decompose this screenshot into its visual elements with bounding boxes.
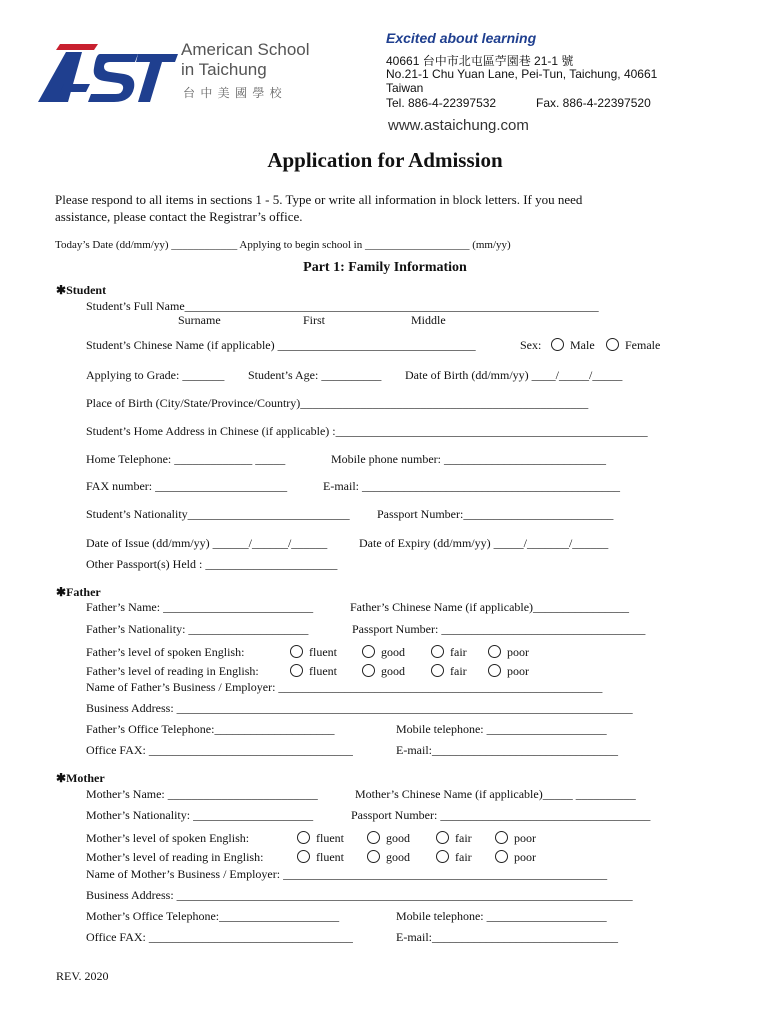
mother-business-field[interactable]: Name of Mother’s Business / Employer: ______________________________________________________ [86,867,608,881]
father-spoken-good[interactable]: good [362,645,405,660]
mother-business-address-field[interactable]: Business Address: ____________________________________________________________________________ [86,888,633,902]
mother-reading-good[interactable]: good [367,850,410,865]
father-office-telephone-field[interactable]: Father’s Office Telephone:____________________ [86,722,335,736]
mother-reading-poor[interactable]: poor [495,850,536,865]
school-name-en-2: in Taichung [181,60,267,79]
father-reading-fair[interactable]: fair [431,664,467,679]
father-spoken-label: Father’s level of spoken English: [86,645,245,659]
father-email-field[interactable]: E-mail:_______________________________ [396,743,618,757]
email-field[interactable]: E-mail: ___________________________________________ [323,479,620,493]
intro-line-1: Please respond to all items in sections 1 - 5. Type or write all information in block letters. If you need [55,192,583,207]
mobile-phone-field[interactable]: Mobile phone number: ___________________________ [331,452,606,466]
father-reading-good[interactable]: good [362,664,405,679]
father-business-address-field[interactable]: Business Address: ____________________________________________________________________________ [86,701,633,715]
father-reading-label: Father’s level of reading in English: [86,664,259,678]
father-spoken-fair[interactable]: fair [431,645,467,660]
dob-field[interactable]: Date of Birth (dd/mm/yy) ____/_____/_____ [405,368,623,382]
age-field[interactable]: Student’s Age: __________ [248,368,382,382]
father-office-fax-field[interactable]: Office FAX: __________________________________ [86,743,353,757]
sex-female-option[interactable]: Female [606,338,660,353]
page-title: Application for Admission [267,148,503,172]
mother-heading: ✱Mother [56,771,105,785]
father-reading-fluent[interactable]: fluent [290,664,337,679]
website: www.astaichung.com [388,117,529,134]
fax-number-field[interactable]: FAX number: ______________________ [86,479,288,493]
radio-button-icon[interactable] [436,850,449,863]
radio-button-icon[interactable] [606,338,619,351]
radio-button-icon[interactable] [431,645,444,658]
radio-button-icon[interactable] [488,664,501,677]
first-label: First [303,313,326,327]
father-name-field[interactable]: Father’s Name: _________________________ [86,600,314,614]
radio-button-icon[interactable] [290,664,303,677]
revision-label: REV. 2020 [56,969,109,983]
other-passport-field[interactable]: Other Passport(s) Held : ______________________ [86,557,338,571]
mother-spoken-fluent[interactable]: fluent [297,831,344,846]
radio-button-icon[interactable] [551,338,564,351]
asterisk-icon: ✱ [56,585,67,599]
radio-button-icon[interactable] [297,850,310,863]
fax: Fax. 886-4-22397520 [536,96,651,110]
father-chinese-name-field[interactable]: Father’s Chinese Name (if applicable)________________ [350,600,630,614]
mother-reading-label: Mother’s level of reading in English: [86,850,264,864]
tagline: Excited about learning [386,30,537,46]
school-logo [38,40,178,106]
radio-button-icon[interactable] [297,831,310,844]
mother-email-field[interactable]: E-mail:_______________________________ [396,930,618,944]
father-nationality-field[interactable]: Father’s Nationality: ____________________ [86,622,309,636]
father-business-field[interactable]: Name of Father’s Business / Employer: ______________________________________________________ [86,680,603,694]
radio-button-icon[interactable] [495,831,508,844]
radio-button-icon[interactable] [367,850,380,863]
student-passport-field[interactable]: Passport Number:_________________________ [377,507,614,521]
ast-logo-icon [38,40,178,106]
school-name-en-1: American School [181,40,310,59]
mother-spoken-fair[interactable]: fair [436,831,472,846]
mother-office-telephone-field[interactable]: Mother’s Office Telephone:____________________ [86,909,340,923]
asterisk-icon: ✱ [56,283,67,297]
student-chinese-name-field[interactable]: Student’s Chinese Name (if applicable) _________________________________ [86,338,476,352]
radio-button-icon[interactable] [495,850,508,863]
radio-button-icon[interactable] [367,831,380,844]
father-passport-field[interactable]: Passport Number: __________________________________ [352,622,646,636]
mother-nationality-field[interactable]: Mother’s Nationality: ____________________ [86,808,314,822]
address-zh: 40661 台中市北屯區苧園巷 21-1 號 [386,54,574,68]
home-telephone-field[interactable]: Home Telephone: _____________ _____ [86,452,286,466]
student-nationality-field[interactable]: Student’s Nationality___________________________ [86,507,350,521]
radio-button-icon[interactable] [436,831,449,844]
mother-spoken-good[interactable]: good [367,831,410,846]
mother-reading-fluent[interactable]: fluent [297,850,344,865]
student-heading: ✱Student [56,283,107,297]
radio-button-icon[interactable] [488,645,501,658]
father-reading-poor[interactable]: poor [488,664,529,679]
asterisk-icon: ✱ [56,771,67,785]
father-spoken-fluent[interactable]: fluent [290,645,337,660]
pob-field[interactable]: Place of Birth (City/State/Province/Country)________________________________________________ [86,396,589,410]
surname-label: Surname [178,313,221,327]
radio-button-icon[interactable] [290,645,303,658]
father-heading: ✱Father [56,585,101,599]
mother-passport-field[interactable]: Passport Number: ___________________________________ [351,808,651,822]
radio-button-icon[interactable] [431,664,444,677]
middle-label: Middle [411,313,446,327]
home-address-zh-field[interactable]: Student’s Home Address in Chinese (if applicable) :____________________________________________________ [86,424,648,438]
mother-spoken-label: Mother’s level of spoken English: [86,831,250,845]
telephone: Tel. 886-4-22397532 [386,96,497,110]
radio-button-icon[interactable] [362,664,375,677]
radio-button-icon[interactable] [362,645,375,658]
part1-title: Part 1: Family Information [303,260,467,275]
grade-field[interactable]: Applying to Grade: _______ [86,368,225,382]
address-en-1: No.21-1 Chu Yuan Lane, Pei-Tun, Taichung, 40661 [386,67,658,81]
date-of-expiry-field[interactable]: Date of Expiry (dd/mm/yy) _____/_______/______ [359,536,609,550]
father-mobile-field[interactable]: Mobile telephone: ____________________ [396,722,607,736]
mother-chinese-name-field[interactable]: Mother’s Chinese Name (if applicable)_____ __________ [355,787,636,801]
mother-reading-fair[interactable]: fair [436,850,472,865]
school-name-zh: 台 中 美 國 學 校 [183,86,283,100]
student-full-name-field[interactable]: Student’s Full Name_____________________________________________________________________ [86,299,599,313]
address-en-2: Taiwan [386,81,424,95]
mother-office-fax-field[interactable]: Office FAX: __________________________________ [86,930,353,944]
date-line[interactable]: Today’s Date (dd/mm/yy) ____________ Applying to begin school in ___________________ (mm/yy) [55,239,511,251]
sex-label: Sex: [520,338,542,352]
mother-name-field[interactable]: Mother’s Name: _________________________ [86,787,318,801]
date-of-issue-field[interactable]: Date of Issue (dd/mm/yy) ______/______/______ [86,536,328,550]
intro-line-2: assistance, please contact the Registrar’s office. [55,209,303,224]
father-spoken-poor[interactable]: poor [488,645,529,660]
mother-mobile-field[interactable]: Mobile telephone: ____________________ [396,909,607,923]
sex-male-option[interactable]: Male [551,338,595,353]
mother-spoken-poor[interactable]: poor [495,831,536,846]
